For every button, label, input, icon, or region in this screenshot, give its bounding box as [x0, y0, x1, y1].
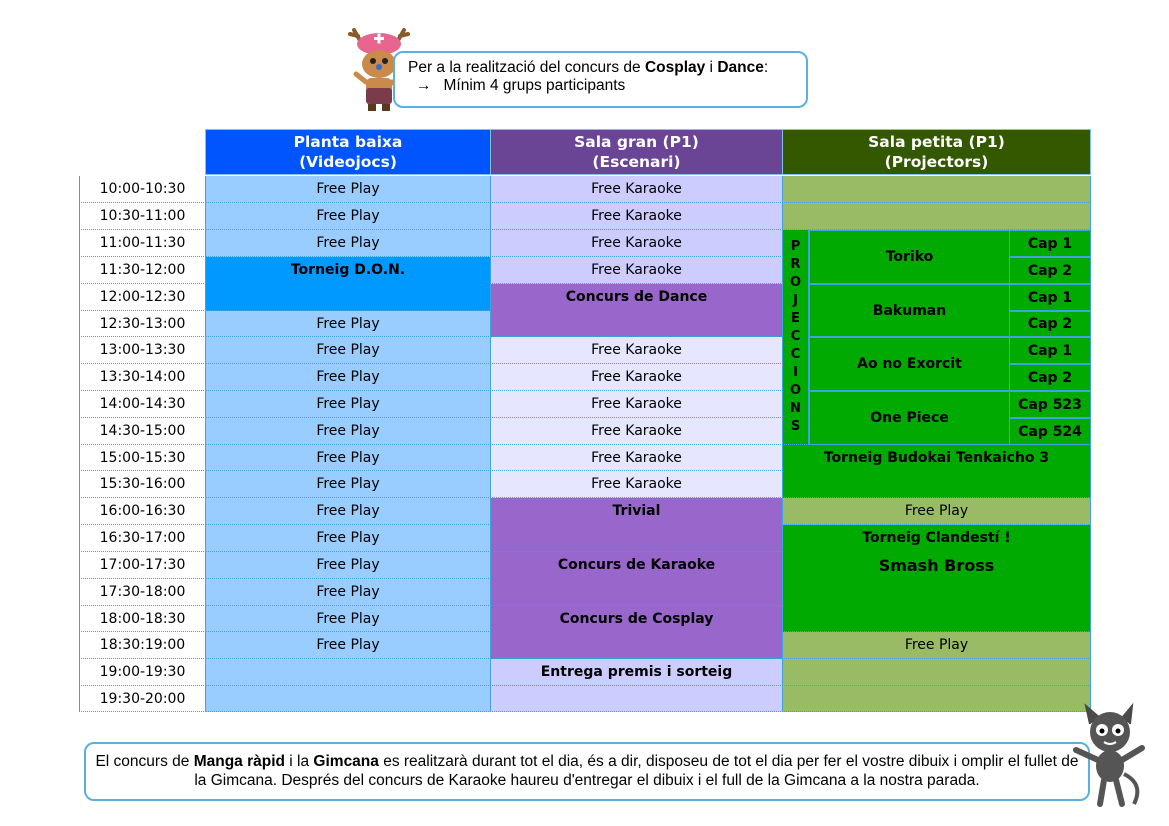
free-play-slot: Free Play [205, 445, 491, 471]
header-title: Planta baixa [293, 133, 403, 151]
free-play-slot: Free Play [205, 552, 491, 579]
note-line-2 [408, 77, 806, 95]
free-karaoke-slot: Free Karaoke [490, 337, 783, 364]
free-play-slot: Free Play [205, 203, 491, 230]
smash-bross-title: Smash Bross [878, 556, 995, 575]
projeccions-label [782, 230, 809, 445]
trivial-slot: Trivial [490, 498, 783, 552]
time-slot: 17:00-17:30 [79, 552, 206, 579]
note-min-groups: Mínim 4 grups participants [443, 77, 626, 94]
show-title: Toriko [809, 230, 1010, 284]
show-title: One Piece [809, 391, 1010, 445]
header-title: Sala petita (P1) [868, 133, 1005, 151]
empty-slot [782, 686, 1091, 712]
show-episode: Cap 1 [1009, 230, 1091, 257]
header-sala-petita [782, 129, 1091, 175]
torneig-clandesti-title: Torneig Clandestí ! [862, 530, 1011, 546]
projeccions-letter: N [790, 401, 801, 416]
free-play-slot: Free Play [782, 632, 1091, 659]
note-text: : [763, 59, 769, 76]
time-slot: 16:30-17:00 [79, 525, 206, 552]
projeccions-letter: S [790, 419, 801, 434]
arrow-icon: → [416, 77, 432, 94]
cat-mascot-image [1070, 704, 1150, 810]
show-title: Bakuman [809, 284, 1010, 337]
time-slot: 15:00-15:30 [79, 445, 206, 471]
time-slot: 11:30-12:00 [79, 257, 206, 284]
projeccions-letter: O [789, 275, 802, 290]
empty-slot [205, 659, 491, 686]
empty-slot [782, 659, 1091, 686]
free-play-slot: Free Play [205, 391, 491, 418]
show-episode: Cap 524 [1009, 418, 1091, 445]
empty-slot [782, 203, 1091, 230]
projeccions-letter: J [793, 293, 798, 308]
header-planta-baixa [205, 129, 491, 175]
projeccions-letter: P [790, 239, 801, 254]
show-episode: Cap 2 [1009, 364, 1091, 391]
projeccions-letter: I [793, 365, 798, 380]
torneig-clandesti-slot [782, 525, 1091, 632]
footer-text: El concurs de [95, 753, 194, 770]
free-karaoke-slot: Free Karaoke [490, 471, 783, 498]
requirements-note [393, 51, 808, 108]
time-slot: 18:30:19:00 [79, 632, 206, 659]
show-title: Ao no Exorcit [809, 337, 1010, 391]
note-cosplay: Cosplay [644, 59, 706, 76]
time-slot: 19:30-20:00 [79, 686, 206, 712]
time-slot: 19:00-19:30 [79, 659, 206, 686]
concurs-cosplay-slot: Concurs de Cosplay [490, 606, 783, 659]
time-slot: 18:00-18:30 [79, 606, 206, 632]
note-dance: Dance [717, 59, 764, 76]
projeccions-letter: C [790, 347, 801, 362]
free-play-slot: Free Play [205, 337, 491, 364]
free-karaoke-slot: Free Karaoke [490, 445, 783, 471]
projeccions-letter: C [790, 329, 801, 344]
free-play-slot: Free Play [205, 606, 491, 632]
torneig-don-slot: Torneig D.O.N. [205, 257, 491, 311]
time-slot: 14:00-14:30 [79, 391, 206, 418]
time-slot: 13:00-13:30 [79, 337, 206, 364]
projeccions-letter: E [791, 311, 800, 326]
note-text: Per a la realització del concurs de [408, 59, 645, 76]
empty-slot [490, 686, 783, 712]
free-play-slot: Free Play [205, 364, 491, 391]
free-karaoke-slot: Free Karaoke [490, 257, 783, 284]
time-slot: 13:30-14:00 [79, 364, 206, 391]
projeccions-letter: R [790, 257, 801, 272]
free-karaoke-slot: Free Karaoke [490, 391, 783, 418]
show-episode: Cap 523 [1009, 391, 1091, 418]
footer-text: i la [284, 753, 314, 770]
free-play-slot: Free Play [205, 498, 491, 525]
show-episode: Cap 2 [1009, 257, 1091, 284]
free-play-slot: Free Play [205, 471, 491, 498]
time-slot: 10:00-10:30 [79, 176, 206, 203]
empty-slot [205, 686, 491, 712]
time-slot: 12:30-13:00 [79, 311, 206, 337]
torneig-budokai-slot: Torneig Budokai Tenkaicho 3 [782, 445, 1091, 498]
footer-text: es realitzarà durant tot el dia, és a dir, disposeu de tot el dia per fer el vostre dibuix i omplir el fullet de la Gimcana. Després del concurs de Karaoke haureu d'entregar el dibuix i el full de la Gimcana a la nostra parada. [194, 753, 1079, 789]
free-play-slot: Free Play [205, 632, 491, 659]
time-slot: 12:00-12:30 [79, 284, 206, 311]
free-play-slot: Free Play [782, 498, 1091, 525]
footer-note [84, 742, 1090, 801]
concurs-dance-slot: Concurs de Dance [490, 284, 783, 337]
footer-manga: Manga ràpid [193, 753, 285, 770]
note-line-1 [408, 59, 806, 77]
header-subtitle: (Projectors) [884, 153, 989, 171]
note-text: i [705, 59, 718, 76]
time-slot: 15:30-16:00 [79, 471, 206, 498]
header-subtitle: (Escenari) [592, 153, 681, 171]
time-slot: 16:00-16:30 [79, 498, 206, 525]
free-play-slot: Free Play [205, 418, 491, 445]
free-play-slot: Free Play [205, 230, 491, 257]
time-slot: 17:30-18:00 [79, 579, 206, 606]
free-karaoke-slot: Free Karaoke [490, 176, 783, 203]
footer-gimcana: Gimcana [313, 753, 379, 770]
projeccions-letter: O [789, 383, 802, 398]
free-play-slot: Free Play [205, 525, 491, 552]
time-slot: 11:00-11:30 [79, 230, 206, 257]
entrega-premis-slot: Entrega premis i sorteig [490, 659, 783, 686]
show-episode: Cap 1 [1009, 337, 1091, 364]
header-sala-gran [490, 129, 783, 175]
free-play-slot: Free Play [205, 311, 491, 337]
free-play-slot: Free Play [205, 579, 491, 606]
time-slot: 14:30-15:00 [79, 418, 206, 445]
free-karaoke-slot: Free Karaoke [490, 230, 783, 257]
header-title: Sala gran (P1) [574, 133, 699, 151]
concurs-karaoke-slot: Concurs de Karaoke [490, 552, 783, 606]
show-episode: Cap 1 [1009, 284, 1091, 311]
time-slot: 10:30-11:00 [79, 203, 206, 230]
free-karaoke-slot: Free Karaoke [490, 418, 783, 445]
empty-slot [782, 176, 1091, 203]
free-play-slot: Free Play [205, 176, 491, 203]
show-episode: Cap 2 [1009, 311, 1091, 337]
free-karaoke-slot: Free Karaoke [490, 364, 783, 391]
free-karaoke-slot: Free Karaoke [490, 203, 783, 230]
header-subtitle: (Videojocs) [299, 153, 397, 171]
